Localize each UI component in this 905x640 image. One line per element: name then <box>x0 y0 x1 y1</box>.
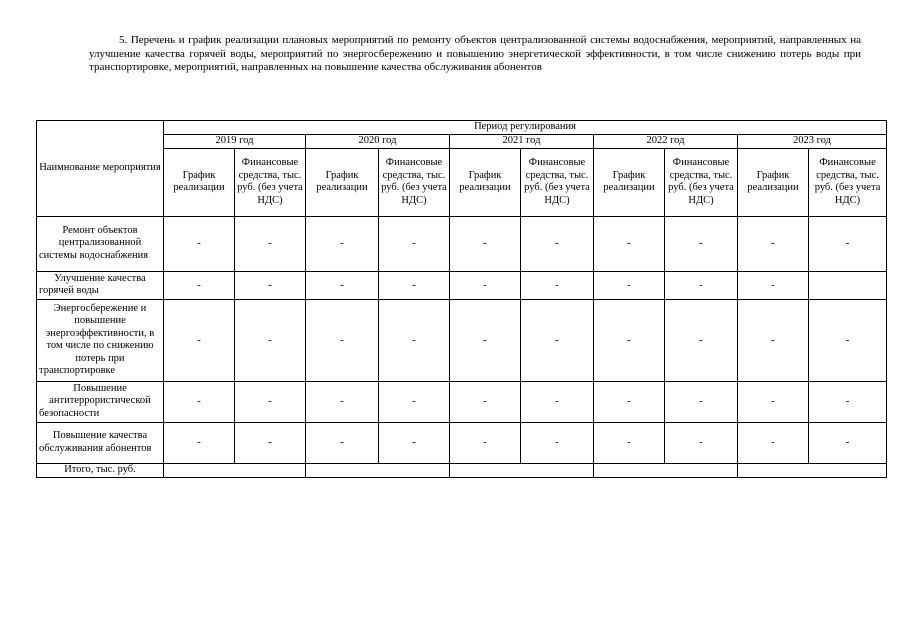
table-row <box>37 299 887 381</box>
table-cell: - <box>235 216 306 271</box>
schedule-header: График реализации <box>450 148 521 216</box>
table-cell: - <box>738 299 809 381</box>
table-cell: - <box>665 381 738 422</box>
table-cell: - <box>738 271 809 299</box>
table-cell: - <box>379 216 450 271</box>
table-cell: - <box>235 271 306 299</box>
table-cell: - <box>521 216 594 271</box>
document-heading <box>89 34 861 75</box>
year-header: 2021 год <box>450 135 594 149</box>
table-cell: - <box>809 422 887 463</box>
total-label: Итого, тыс. руб. <box>37 463 164 477</box>
period-header: Период регулирования <box>164 121 887 135</box>
table-cell: - <box>665 271 738 299</box>
year-header: 2022 год <box>594 135 738 149</box>
table-cell: - <box>450 216 521 271</box>
table-cell: - <box>665 422 738 463</box>
table-cell: - <box>809 299 887 381</box>
table-cell: - <box>379 299 450 381</box>
finance-header: Финансовые средства, тыс. руб. (без учета НДС) <box>521 148 594 216</box>
table-cell: - <box>521 271 594 299</box>
table-cell: - <box>594 381 665 422</box>
total-cell <box>164 463 306 477</box>
table-cell: - <box>594 422 665 463</box>
schedule-header: График реализации <box>594 148 665 216</box>
table-row <box>37 271 887 299</box>
total-cell <box>450 463 594 477</box>
table-cell: - <box>521 381 594 422</box>
row-name: Энергосбережение и повышение энергоэффективности, в том числе по снижению потерь при транспортировке <box>37 299 164 381</box>
finance-header: Финансовые средства, тыс. руб. (без учета НДС) <box>379 148 450 216</box>
table-cell: - <box>164 299 235 381</box>
table-cell: - <box>738 422 809 463</box>
table-cell: - <box>235 422 306 463</box>
table-cell: - <box>306 422 379 463</box>
plan-table <box>36 120 887 478</box>
row-name: Ремонт объектов централизованной системы водоснабжения <box>37 216 164 271</box>
table-cell: - <box>235 381 306 422</box>
table-cell: - <box>450 381 521 422</box>
table-cell: - <box>164 422 235 463</box>
table-cell: - <box>594 216 665 271</box>
table-row <box>37 422 887 463</box>
row-name: Повышение антитеррористической безопасности <box>37 381 164 422</box>
table-cell: - <box>450 271 521 299</box>
table-row <box>37 381 887 422</box>
table-cell: - <box>450 299 521 381</box>
table-cell: - <box>164 381 235 422</box>
year-header: 2020 год <box>306 135 450 149</box>
schedule-header: График реализации <box>306 148 379 216</box>
finance-header: Финансовые средства, тыс. руб. (без учета НДС) <box>235 148 306 216</box>
subheader-row <box>37 148 887 216</box>
total-cell <box>306 463 450 477</box>
table-cell: - <box>521 299 594 381</box>
year-header: 2023 год <box>738 135 887 149</box>
schedule-header: График реализации <box>738 148 809 216</box>
table-cell <box>809 271 887 299</box>
table-cell: - <box>379 422 450 463</box>
row-name: Повышение качества обслуживания абонентов <box>37 422 164 463</box>
row-name: Улучшение качества горячей воды <box>37 271 164 299</box>
table-cell: - <box>306 271 379 299</box>
heading-text: Перечень и график реализации плановых мероприятий по ремонту объектов централизованной системы водоснабжения, мероприятий, направленных на улучшение качества горячей воды, мероприятий по энергосбережению и повышению энергетической эффективности, в том числе снижению потерь воды при транспортировке, мероприятий, направленных на повышение качества обслуживания абонентов <box>89 34 862 73</box>
table-cell: - <box>594 299 665 381</box>
total-cell <box>738 463 887 477</box>
table-row <box>37 216 887 271</box>
table-cell: - <box>594 271 665 299</box>
section-number: 5. <box>119 34 128 46</box>
year-header: 2019 год <box>164 135 306 149</box>
table-cell: - <box>521 422 594 463</box>
table-cell: - <box>665 299 738 381</box>
finance-header: Финансовые средства, тыс. руб. (без учета НДС) <box>809 148 887 216</box>
table-cell: - <box>235 299 306 381</box>
schedule-header: График реализации <box>164 148 235 216</box>
total-row <box>37 463 887 477</box>
finance-header: Финансовые средства, тыс. руб. (без учета НДС) <box>665 148 738 216</box>
table-cell: - <box>164 216 235 271</box>
table-cell: - <box>738 216 809 271</box>
table-cell: - <box>379 381 450 422</box>
table-cell: - <box>665 216 738 271</box>
table-cell: - <box>809 381 887 422</box>
years-row <box>37 135 887 149</box>
table-cell: - <box>164 271 235 299</box>
total-cell <box>594 463 738 477</box>
table-cell: - <box>306 299 379 381</box>
table-cell: - <box>809 216 887 271</box>
table-cell: - <box>379 271 450 299</box>
table-cell: - <box>450 422 521 463</box>
name-column-header: Наимнование мероприятия <box>37 121 164 217</box>
table-cell: - <box>306 216 379 271</box>
table-cell: - <box>738 381 809 422</box>
table-cell: - <box>306 381 379 422</box>
